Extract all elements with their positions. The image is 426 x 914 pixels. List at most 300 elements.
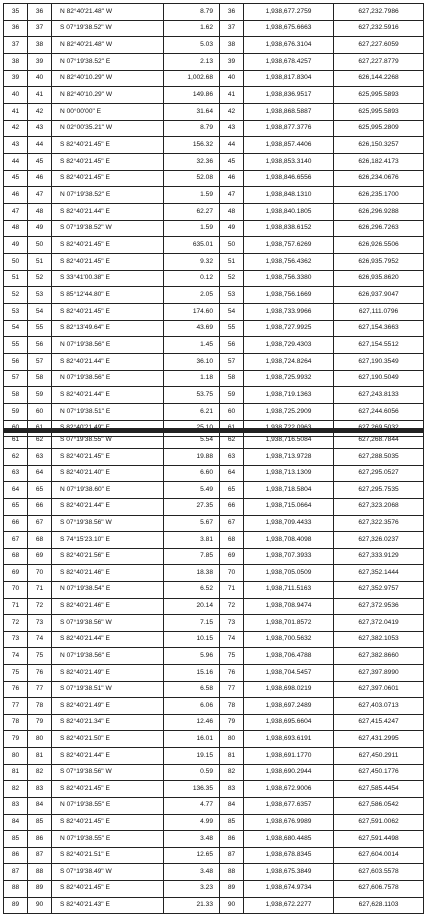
easting-cell: 627,382.1053 [334, 631, 424, 648]
distance-cell: 53.75 [164, 387, 220, 404]
distance-cell: 15.16 [164, 665, 220, 682]
bearing-cell: N 07°19'38.55" E [52, 831, 164, 848]
northing-cell: 1,938,700.5632 [244, 631, 334, 648]
table-row [4, 648, 424, 665]
from-station-cell: 75 [4, 665, 28, 682]
distance-cell: 4.99 [164, 814, 220, 831]
from-station-cell: 77 [4, 698, 28, 715]
point-cell: 70 [220, 565, 244, 582]
bearing-cell: N 82°40'10.29" W [52, 70, 164, 87]
to-station-cell: 55 [28, 320, 52, 337]
table-row [4, 748, 424, 765]
easting-cell: 627,606.7578 [334, 880, 424, 897]
northing-cell: 1,938,691.1770 [244, 748, 334, 765]
easting-cell: 627,227.6059 [334, 37, 424, 54]
easting-cell: 627,372.0419 [334, 615, 424, 632]
table-row [4, 354, 424, 371]
easting-cell: 627,397.0601 [334, 681, 424, 698]
point-cell: 49 [220, 220, 244, 237]
from-station-cell: 50 [4, 254, 28, 271]
bearing-cell: S 82°40'21.46" E [52, 598, 164, 615]
bearing-cell: S 07°19'38.49" W [52, 864, 164, 881]
bearing-cell: S 82°40'21.44" E [52, 354, 164, 371]
to-station-cell: 41 [28, 87, 52, 104]
distance-cell: 1.59 [164, 187, 220, 204]
bearing-cell: S 82°40'21.45" E [52, 137, 164, 154]
easting-cell: 625,995.2809 [334, 120, 424, 137]
northing-cell: 1,938,695.6604 [244, 714, 334, 731]
easting-cell: 627,322.3576 [334, 515, 424, 532]
bearing-cell: S 82°40'21.44" E [52, 631, 164, 648]
point-cell: 54 [220, 304, 244, 321]
bearing-cell: S 82°13'49.64" E [52, 320, 164, 337]
table-row [4, 498, 424, 515]
bearing-cell: S 82°40'21.44" E [52, 387, 164, 404]
northing-cell: 1,938,678.4257 [244, 54, 334, 71]
to-station-cell: 44 [28, 137, 52, 154]
point-cell: 63 [220, 449, 244, 466]
bearing-cell: N 07°19'38.56" E [52, 337, 164, 354]
easting-cell: 626,235.1700 [334, 187, 424, 204]
easting-cell: 627,190.5049 [334, 370, 424, 387]
bearing-cell: S 07°19'38.52" W [52, 220, 164, 237]
table-row [4, 880, 424, 897]
to-station-cell: 78 [28, 698, 52, 715]
distance-cell: 5.96 [164, 648, 220, 665]
bearing-cell: N 82°40'21.48" W [52, 4, 164, 21]
northing-cell: 1,938,848.1310 [244, 187, 334, 204]
to-station-cell: 62 [28, 432, 52, 449]
to-station-cell: 76 [28, 665, 52, 682]
table-row [4, 847, 424, 864]
northing-cell: 1,938,675.6663 [244, 20, 334, 37]
easting-cell: 625,995.5893 [334, 104, 424, 121]
easting-cell: 627,154.3663 [334, 320, 424, 337]
table-row [4, 4, 424, 21]
easting-cell: 627,190.3549 [334, 354, 424, 371]
bearing-cell: S 07°19'38.56" W [52, 515, 164, 532]
bearing-cell: S 82°40'21.44" E [52, 204, 164, 221]
table-row [4, 449, 424, 466]
table-row [4, 204, 424, 221]
point-cell: 55 [220, 320, 244, 337]
northing-cell: 1,938,724.8264 [244, 354, 334, 371]
to-station-cell: 42 [28, 104, 52, 121]
to-station-cell: 38 [28, 37, 52, 54]
point-cell: 43 [220, 120, 244, 137]
distance-cell: 136.35 [164, 781, 220, 798]
point-cell: 89 [220, 880, 244, 897]
point-cell: 85 [220, 814, 244, 831]
northing-cell: 1,938,678.8345 [244, 847, 334, 864]
bearing-cell: N 82°40'21.48" W [52, 37, 164, 54]
bearing-cell: N 07°19'38.56" E [52, 648, 164, 665]
northing-cell: 1,938,672.2277 [244, 897, 334, 914]
point-cell: 77 [220, 681, 244, 698]
from-station-cell: 63 [4, 465, 28, 482]
distance-cell: 7.85 [164, 548, 220, 565]
table-row [4, 482, 424, 499]
point-cell: 39 [220, 54, 244, 71]
distance-cell: 149.86 [164, 87, 220, 104]
to-station-cell: 75 [28, 648, 52, 665]
distance-cell: 32.36 [164, 154, 220, 171]
easting-cell: 627,403.0713 [334, 698, 424, 715]
bearing-cell: S 07°19'38.56" W [52, 615, 164, 632]
from-station-cell: 38 [4, 54, 28, 71]
northing-cell: 1,938,674.9734 [244, 880, 334, 897]
distance-cell: 0.59 [164, 764, 220, 781]
bearing-cell: N 07°19'38.55" E [52, 797, 164, 814]
easting-cell: 626,296.9288 [334, 204, 424, 221]
from-station-cell: 59 [4, 404, 28, 421]
table-row [4, 337, 424, 354]
point-cell: 50 [220, 237, 244, 254]
table-row [4, 87, 424, 104]
northing-cell: 1,938,680.4485 [244, 831, 334, 848]
from-station-cell: 46 [4, 187, 28, 204]
point-cell: 67 [220, 515, 244, 532]
table-row [4, 320, 424, 337]
easting-cell: 626,926.5506 [334, 237, 424, 254]
point-cell: 36 [220, 4, 244, 21]
from-station-cell: 45 [4, 170, 28, 187]
from-station-cell: 49 [4, 237, 28, 254]
distance-cell: 1,002.68 [164, 70, 220, 87]
distance-cell: 16.01 [164, 731, 220, 748]
table-row [4, 237, 424, 254]
northing-cell: 1,938,708.9474 [244, 598, 334, 615]
distance-cell: 12.46 [164, 714, 220, 731]
bearing-cell: S 82°40'21.49" E [52, 698, 164, 715]
bearing-cell: S 82°40'21.45" E [52, 814, 164, 831]
to-station-cell: 53 [28, 287, 52, 304]
table-body [4, 4, 424, 437]
easting-cell: 627,232.7986 [334, 4, 424, 21]
bearing-cell: S 82°40'21.45" E [52, 781, 164, 798]
from-station-cell: 62 [4, 449, 28, 466]
easting-cell: 627,111.0796 [334, 304, 424, 321]
distance-cell: 0.12 [164, 270, 220, 287]
easting-cell: 627,604.0014 [334, 847, 424, 864]
from-station-cell: 67 [4, 532, 28, 549]
to-station-cell: 54 [28, 304, 52, 321]
point-cell: 52 [220, 270, 244, 287]
table-row [4, 665, 424, 682]
easting-cell: 627,586.0542 [334, 797, 424, 814]
distance-cell: 62.27 [164, 204, 220, 221]
distance-cell: 6.52 [164, 581, 220, 598]
easting-cell: 627,628.1103 [334, 897, 424, 914]
easting-cell: 626,935.8620 [334, 270, 424, 287]
table-row [4, 432, 424, 449]
distance-cell: 43.69 [164, 320, 220, 337]
easting-cell: 627,591.4498 [334, 831, 424, 848]
point-cell: 48 [220, 204, 244, 221]
from-station-cell: 55 [4, 337, 28, 354]
point-cell: 88 [220, 864, 244, 881]
from-station-cell: 57 [4, 370, 28, 387]
from-station-cell: 73 [4, 631, 28, 648]
from-station-cell: 74 [4, 648, 28, 665]
table-row [4, 387, 424, 404]
table-row [4, 598, 424, 615]
northing-cell: 1,938,704.5457 [244, 665, 334, 682]
bearing-cell: S 82°40'21.40" E [52, 465, 164, 482]
bearing-cell: S 82°40'21.45" E [52, 304, 164, 321]
from-station-cell: 37 [4, 37, 28, 54]
table-row [4, 370, 424, 387]
point-cell: 83 [220, 781, 244, 798]
to-station-cell: 71 [28, 581, 52, 598]
to-station-cell: 72 [28, 598, 52, 615]
from-station-cell: 36 [4, 20, 28, 37]
from-station-cell: 81 [4, 764, 28, 781]
to-station-cell: 73 [28, 615, 52, 632]
northing-cell: 1,938,840.1805 [244, 204, 334, 221]
bearing-cell: S 74°15'23.10" E [52, 532, 164, 549]
easting-cell: 627,603.5578 [334, 864, 424, 881]
from-station-cell: 70 [4, 581, 28, 598]
northing-cell: 1,938,868.5887 [244, 104, 334, 121]
point-cell: 65 [220, 482, 244, 499]
distance-cell: 7.15 [164, 615, 220, 632]
table-row [4, 814, 424, 831]
to-station-cell: 90 [28, 897, 52, 914]
point-cell: 59 [220, 387, 244, 404]
from-station-cell: 78 [4, 714, 28, 731]
to-station-cell: 60 [28, 404, 52, 421]
point-cell: 58 [220, 370, 244, 387]
easting-cell: 627,295.0527 [334, 465, 424, 482]
table-row [4, 20, 424, 37]
point-cell: 71 [220, 581, 244, 598]
distance-cell: 2.13 [164, 54, 220, 71]
table-row [4, 137, 424, 154]
distance-cell: 19.88 [164, 449, 220, 466]
to-station-cell: 81 [28, 748, 52, 765]
bearing-cell: S 85°12'44.80" E [52, 287, 164, 304]
survey-table [3, 431, 424, 914]
to-station-cell: 43 [28, 120, 52, 137]
northing-cell: 1,938,725.9932 [244, 370, 334, 387]
northing-cell: 1,938,690.2944 [244, 764, 334, 781]
from-station-cell: 71 [4, 598, 28, 615]
distance-cell: 5.03 [164, 37, 220, 54]
distance-cell: 635.01 [164, 237, 220, 254]
easting-cell: 627,450.2911 [334, 748, 424, 765]
from-station-cell: 44 [4, 154, 28, 171]
table-row [4, 731, 424, 748]
northing-cell: 1,938,757.6269 [244, 237, 334, 254]
easting-cell: 627,154.5512 [334, 337, 424, 354]
northing-cell: 1,938,719.1363 [244, 387, 334, 404]
bearing-cell: N 07°19'38.54" E [52, 581, 164, 598]
easting-cell: 626,234.0676 [334, 170, 424, 187]
table-row [4, 154, 424, 171]
bearing-cell: S 82°40'21.45" E [52, 170, 164, 187]
from-station-cell: 72 [4, 615, 28, 632]
easting-cell: 627,352.1444 [334, 565, 424, 582]
distance-cell: 3.48 [164, 831, 220, 848]
from-station-cell: 65 [4, 498, 28, 515]
from-station-cell: 56 [4, 354, 28, 371]
bearing-cell: S 82°40'21.45" E [52, 154, 164, 171]
northing-cell: 1,938,817.8304 [244, 70, 334, 87]
to-station-cell: 58 [28, 370, 52, 387]
point-cell: 46 [220, 170, 244, 187]
distance-cell: 1.45 [164, 337, 220, 354]
distance-cell: 18.38 [164, 565, 220, 582]
to-station-cell: 83 [28, 781, 52, 798]
easting-cell: 627,431.2995 [334, 731, 424, 748]
to-station-cell: 56 [28, 337, 52, 354]
distance-cell: 6.06 [164, 698, 220, 715]
table-row [4, 187, 424, 204]
bearing-cell: S 33°41'00.38" E [52, 270, 164, 287]
point-cell: 73 [220, 615, 244, 632]
from-station-cell: 58 [4, 387, 28, 404]
point-cell: 56 [220, 337, 244, 354]
to-station-cell: 79 [28, 714, 52, 731]
bearing-cell: S 82°40'21.44" E [52, 498, 164, 515]
to-station-cell: 80 [28, 731, 52, 748]
point-cell: 72 [220, 598, 244, 615]
from-station-cell: 64 [4, 482, 28, 499]
northing-cell: 1,938,698.0219 [244, 681, 334, 698]
to-station-cell: 68 [28, 532, 52, 549]
to-station-cell: 37 [28, 20, 52, 37]
easting-cell: 627,227.8779 [334, 54, 424, 71]
table-row [4, 698, 424, 715]
easting-cell: 627,415.4247 [334, 714, 424, 731]
from-station-cell: 39 [4, 70, 28, 87]
from-station-cell: 43 [4, 137, 28, 154]
point-cell: 47 [220, 187, 244, 204]
distance-cell: 3.48 [164, 864, 220, 881]
easting-cell: 627,382.8660 [334, 648, 424, 665]
to-station-cell: 84 [28, 797, 52, 814]
northing-cell: 1,938,853.3140 [244, 154, 334, 171]
table-row [4, 764, 424, 781]
easting-cell: 627,326.0237 [334, 532, 424, 549]
from-station-cell: 86 [4, 847, 28, 864]
table-row [4, 254, 424, 271]
easting-cell: 627,295.7535 [334, 482, 424, 499]
table-row [4, 532, 424, 549]
easting-cell: 626,150.3257 [334, 137, 424, 154]
to-station-cell: 50 [28, 237, 52, 254]
from-station-cell: 85 [4, 831, 28, 848]
distance-cell: 5.54 [164, 432, 220, 449]
point-cell: 79 [220, 714, 244, 731]
to-station-cell: 74 [28, 631, 52, 648]
northing-cell: 1,938,715.0664 [244, 498, 334, 515]
distance-cell: 10.15 [164, 631, 220, 648]
to-station-cell: 49 [28, 220, 52, 237]
easting-cell: 627,352.9757 [334, 581, 424, 598]
to-station-cell: 88 [28, 864, 52, 881]
to-station-cell: 47 [28, 187, 52, 204]
from-station-cell: 48 [4, 220, 28, 237]
northing-cell: 1,938,877.3776 [244, 120, 334, 137]
point-cell: 57 [220, 354, 244, 371]
northing-cell: 1,938,701.8572 [244, 615, 334, 632]
from-station-cell: 88 [4, 880, 28, 897]
northing-cell: 1,938,846.6556 [244, 170, 334, 187]
from-station-cell: 53 [4, 304, 28, 321]
from-station-cell: 68 [4, 548, 28, 565]
point-cell: 82 [220, 764, 244, 781]
point-cell: 40 [220, 70, 244, 87]
to-station-cell: 70 [28, 565, 52, 582]
bearing-cell: S 07°19'38.56" W [52, 764, 164, 781]
bearing-cell: N 82°40'10.29" W [52, 87, 164, 104]
distance-cell: 21.33 [164, 897, 220, 914]
bearing-cell: N 07°19'38.56" E [52, 370, 164, 387]
bearing-cell: S 07°19'38.51" W [52, 681, 164, 698]
easting-cell: 626,182.4173 [334, 154, 424, 171]
point-cell: 90 [220, 897, 244, 914]
bearing-cell: N 07°19'38.52" E [52, 54, 164, 71]
northing-cell: 1,938,725.2909 [244, 404, 334, 421]
distance-cell: 27.35 [164, 498, 220, 515]
distance-cell: 6.60 [164, 465, 220, 482]
from-station-cell: 54 [4, 320, 28, 337]
easting-cell: 627,288.5035 [334, 449, 424, 466]
bearing-cell: S 82°40'21.34" E [52, 714, 164, 731]
to-station-cell: 64 [28, 465, 52, 482]
from-station-cell: 84 [4, 814, 28, 831]
table-row [4, 548, 424, 565]
northing-cell: 1,938,709.4433 [244, 515, 334, 532]
point-cell: 64 [220, 465, 244, 482]
table-row [4, 465, 424, 482]
northing-cell: 1,938,708.4098 [244, 532, 334, 549]
point-cell: 37 [220, 20, 244, 37]
bearing-cell: N 00°00'00" E [52, 104, 164, 121]
easting-cell: 626,296.7263 [334, 220, 424, 237]
bearing-cell: N 07°19'38.60" E [52, 482, 164, 499]
coordinate-table-lower [3, 431, 423, 914]
point-cell: 87 [220, 847, 244, 864]
bearing-cell: S 82°40'21.49" E [52, 665, 164, 682]
northing-cell: 1,938,713.9728 [244, 449, 334, 466]
point-cell: 66 [220, 498, 244, 515]
coordinate-table-upper [3, 3, 423, 437]
table-row [4, 270, 424, 287]
northing-cell: 1,938,756.1669 [244, 287, 334, 304]
distance-cell: 20.14 [164, 598, 220, 615]
to-station-cell: 36 [28, 4, 52, 21]
bearing-cell: S 82°40'21.45" E [52, 254, 164, 271]
distance-cell: 19.15 [164, 748, 220, 765]
from-station-cell: 47 [4, 204, 28, 221]
northing-cell: 1,938,676.9989 [244, 814, 334, 831]
bearing-cell: S 82°40'21.56" E [52, 548, 164, 565]
point-cell: 78 [220, 698, 244, 715]
distance-cell: 3.81 [164, 532, 220, 549]
bearing-cell: S 07°19'38.52" W [52, 20, 164, 37]
easting-cell: 627,591.0062 [334, 814, 424, 831]
bearing-cell: S 82°40'21.50" E [52, 731, 164, 748]
point-cell: 42 [220, 104, 244, 121]
bearing-cell: S 07°19'38.55" W [52, 432, 164, 449]
easting-cell: 625,995.5893 [334, 87, 424, 104]
northing-cell: 1,938,711.5163 [244, 581, 334, 598]
to-station-cell: 69 [28, 548, 52, 565]
to-station-cell: 63 [28, 449, 52, 466]
